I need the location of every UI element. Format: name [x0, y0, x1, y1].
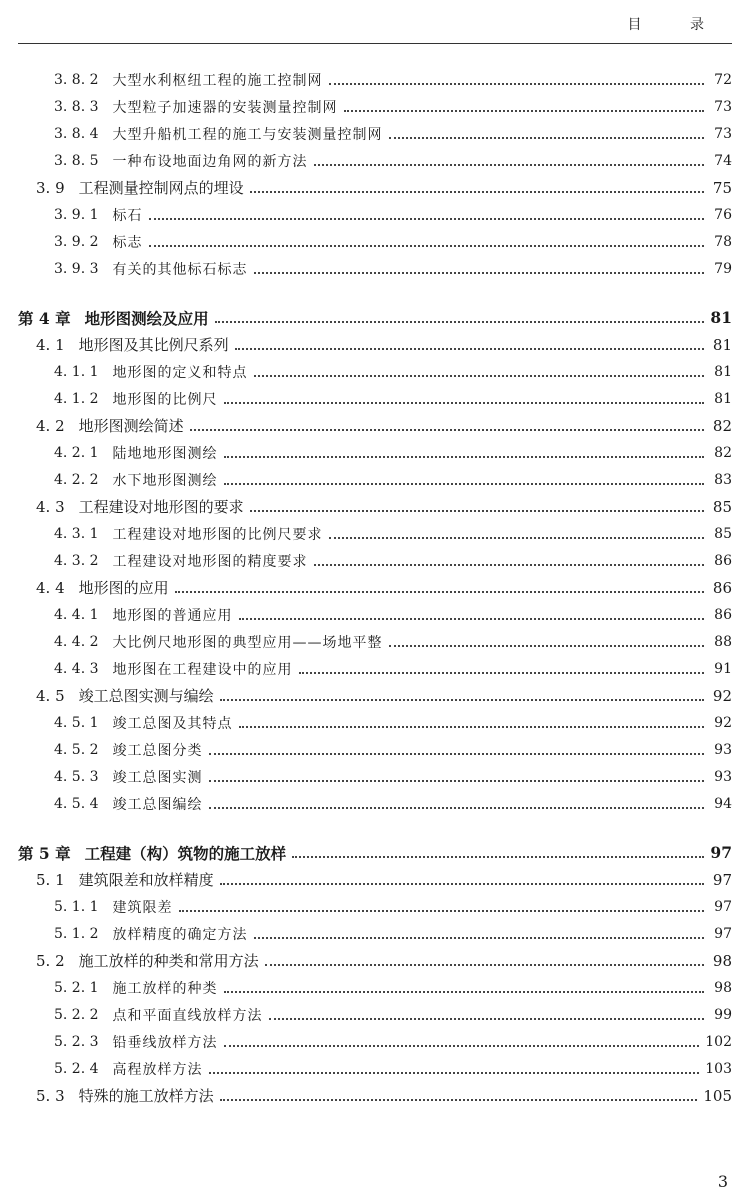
toc-subsection-entry[interactable]: [0, 655, 732, 682]
toc-entry-title: 竣工总图实测与编绘: [78, 687, 214, 705]
dot-leader: [190, 429, 704, 431]
dot-leader: [220, 1099, 698, 1101]
toc-subsection-entry[interactable]: [0, 466, 732, 493]
toc-entry-page: 98: [712, 951, 732, 970]
toc-subsection-entry[interactable]: [0, 439, 732, 466]
toc-entry-title: 建筑限差: [112, 899, 173, 916]
toc-entry-title: 施工放样的种类和常用方法: [78, 952, 259, 970]
toc-entry-title: 高程放样方法: [112, 1061, 203, 1078]
toc-entry-number: 第 5 章: [18, 843, 71, 863]
toc-entry-page: 86: [714, 606, 732, 623]
toc-entry-number: 3. 8. 5: [54, 152, 99, 169]
dot-leader: [179, 910, 704, 912]
toc-entry-title: 工程建（构）筑物的施工放样: [84, 843, 287, 863]
toc-subsection-entry[interactable]: [0, 628, 732, 655]
toc-section-entry[interactable]: [0, 493, 732, 520]
toc-entry-number: 4. 1. 1: [54, 363, 99, 380]
toc-entry-number: 3. 9. 2: [54, 233, 99, 250]
toc-entry-title: 特殊的施工放样方法: [78, 1087, 214, 1105]
toc-entry-page: 82: [714, 444, 732, 461]
toc-entry-title: 放样精度的确定方法: [112, 926, 248, 943]
toc-subsection-entry[interactable]: [0, 385, 732, 412]
toc-entry-number: 4. 4. 3: [54, 660, 99, 677]
toc-section-entry[interactable]: [0, 331, 732, 358]
toc-entry-number: 3. 8. 3: [54, 98, 99, 115]
dot-leader: [149, 218, 704, 220]
toc-entry-number: 4. 4: [36, 578, 65, 597]
toc-subsection-entry[interactable]: [0, 201, 732, 228]
toc-entry-number: 3. 8. 2: [54, 71, 99, 88]
dot-leader: [224, 402, 704, 404]
toc-entry-page: 86: [714, 552, 732, 569]
toc-entry-title: 标石: [112, 207, 143, 224]
toc-entry-page: 83: [714, 471, 732, 488]
toc-entry-title: 工程建设对地形图的要求: [78, 498, 244, 516]
toc-entry-page: 105: [703, 1086, 732, 1105]
toc-entry-number: 4. 2: [36, 416, 65, 435]
toc-entry-page: 99: [714, 1006, 732, 1023]
toc-entry-number: 5. 2. 1: [54, 979, 99, 996]
toc-entry-number: 3. 9: [36, 178, 65, 197]
toc-entry-page: 78: [714, 233, 732, 250]
toc-entry-page: 73: [714, 98, 732, 115]
dot-leader: [314, 564, 704, 566]
toc-entry-title: 一种布设地面边角网的新方法: [112, 153, 308, 170]
table-of-contents: [0, 66, 750, 1109]
toc-subsection-entry[interactable]: [0, 920, 732, 947]
toc-entry-number: 4. 5. 2: [54, 741, 99, 758]
toc-entry-number: 4. 1: [36, 335, 65, 354]
toc-entry-number: 3. 9. 3: [54, 260, 99, 277]
toc-entry-number: 5. 2. 4: [54, 1060, 99, 1077]
dot-leader: [215, 321, 704, 323]
dot-leader: [224, 483, 704, 485]
toc-entry-title: 施工放样的种类: [112, 980, 218, 997]
toc-entry-page: 86: [712, 578, 732, 597]
toc-entry-title: 地形图测绘简述: [78, 417, 184, 435]
toc-entry-number: 3. 9. 1: [54, 206, 99, 223]
chapter-gap: [0, 282, 750, 304]
toc-subsection-entry[interactable]: [0, 93, 732, 120]
toc-entry-title: 竣工总图及其特点: [112, 715, 233, 732]
toc-entry-page: 94: [714, 795, 732, 812]
dot-leader: [314, 164, 704, 166]
toc-entry-number: 4. 1. 2: [54, 390, 99, 407]
toc-entry-title: 点和平面直线放样方法: [112, 1007, 263, 1024]
toc-entry-page: 74: [714, 152, 732, 169]
toc-subsection-entry[interactable]: [0, 255, 732, 282]
dot-leader: [265, 964, 704, 966]
toc-subsection-entry[interactable]: [0, 763, 732, 790]
toc-entry-page: 92: [714, 714, 732, 731]
toc-entry-page: 75: [712, 178, 732, 197]
toc-section-entry[interactable]: [0, 174, 732, 201]
dot-leader: [209, 807, 704, 809]
toc-entry-title: 大型粒子加速器的安装测量控制网: [112, 99, 338, 116]
toc-entry-number: 5. 1. 1: [54, 898, 99, 915]
toc-entry-page: 103: [705, 1060, 732, 1077]
toc-entry-title: 竣工总图实测: [112, 769, 203, 786]
dot-leader: [224, 991, 704, 993]
dot-leader: [254, 937, 704, 939]
toc-subsection-entry[interactable]: [0, 547, 732, 574]
toc-entry-page: 91: [714, 660, 732, 677]
toc-entry-page: 81: [714, 390, 732, 407]
toc-section-entry[interactable]: [0, 1082, 732, 1109]
dot-leader: [344, 110, 704, 112]
toc-subsection-entry[interactable]: [0, 147, 732, 174]
toc-entry-title: 竣工总图编绘: [112, 796, 203, 813]
toc-section-entry[interactable]: [0, 412, 732, 439]
toc-entry-title: 铅垂线放样方法: [112, 1034, 218, 1051]
toc-entry-number: 4. 4. 1: [54, 606, 99, 623]
toc-entry-title: 地形图在工程建设中的应用: [112, 661, 293, 678]
toc-subsection-entry[interactable]: [0, 228, 732, 255]
toc-entry-title: 标志: [112, 234, 143, 251]
toc-section-entry[interactable]: [0, 574, 732, 601]
toc-entry-title: 大型水利枢纽工程的施工控制网: [112, 72, 323, 89]
toc-entry-number: 4. 3. 1: [54, 525, 99, 542]
toc-entry-page: 82: [712, 416, 732, 435]
dot-leader: [250, 191, 704, 193]
header-divider: [18, 43, 732, 44]
toc-subsection-entry[interactable]: [0, 520, 732, 547]
toc-entry-number: 4. 5. 4: [54, 795, 99, 812]
toc-entry-page: 97: [712, 870, 732, 889]
toc-entry-page: 88: [714, 633, 732, 650]
toc-entry-title: 建筑限差和放样精度: [78, 871, 214, 889]
toc-entry-title: 水下地形图测绘: [112, 472, 218, 489]
toc-entry-page: 97: [714, 925, 732, 942]
toc-entry-page: 76: [714, 206, 732, 223]
toc-entry-number: 5. 2. 2: [54, 1006, 99, 1023]
dot-leader: [389, 645, 704, 647]
toc-chapter-entry[interactable]: [0, 304, 732, 331]
toc-subsection-entry[interactable]: [0, 1028, 732, 1055]
toc-entry-page: 93: [714, 741, 732, 758]
dot-leader: [329, 83, 704, 85]
toc-entry-number: 4. 2. 2: [54, 471, 99, 488]
toc-entry-title: 大型升船机工程的施工与安装测量控制网: [112, 126, 383, 143]
dot-leader: [239, 726, 704, 728]
toc-entry-number: 5. 2. 3: [54, 1033, 99, 1050]
toc-entry-page: 93: [714, 768, 732, 785]
toc-section-entry[interactable]: [0, 866, 732, 893]
toc-entry-page: 81: [712, 335, 732, 354]
toc-entry-number: 4. 4. 2: [54, 633, 99, 650]
dot-leader: [209, 753, 704, 755]
toc-entry-title: 有关的其他标石标志: [112, 261, 248, 278]
toc-entry-number: 4. 3: [36, 497, 65, 516]
toc-entry-page: 85: [714, 525, 732, 542]
toc-subsection-entry[interactable]: [0, 358, 732, 385]
toc-entry-number: 4. 3. 2: [54, 552, 99, 569]
dot-leader: [269, 1018, 704, 1020]
toc-entry-page: 79: [714, 260, 732, 277]
toc-section-entry[interactable]: [0, 947, 732, 974]
dot-leader: [224, 1045, 700, 1047]
chapter-gap: [0, 817, 750, 839]
toc-entry-page: 81: [710, 308, 732, 327]
dot-leader: [299, 672, 704, 674]
toc-subsection-entry[interactable]: [0, 1001, 732, 1028]
toc-entry-title: 地形图的定义和特点: [112, 364, 248, 381]
toc-entry-number: 5. 1: [36, 870, 65, 889]
toc-entry-number: 4. 5: [36, 686, 65, 705]
toc-entry-page: 81: [714, 363, 732, 380]
toc-subsection-entry[interactable]: [0, 709, 732, 736]
toc-entry-number: 4. 5. 1: [54, 714, 99, 731]
toc-entry-page: 73: [714, 125, 732, 142]
toc-entry-title: 地形图测绘及应用: [84, 308, 209, 328]
dot-leader: [235, 348, 704, 350]
dot-leader: [175, 591, 704, 593]
dot-leader: [209, 1072, 700, 1074]
toc-entry-title: 大比例尺地形图的典型应用——场地平整: [112, 634, 383, 651]
toc-entry-title: 陆地地形图测绘: [112, 445, 218, 462]
toc-entry-title: 工程测量控制网点的埋设: [78, 179, 244, 197]
dot-leader: [254, 375, 704, 377]
toc-entry-title: 地形图的普通应用: [112, 607, 233, 624]
toc-entry-page: 85: [712, 497, 732, 516]
toc-entry-number: 3. 8. 4: [54, 125, 99, 142]
dot-leader: [149, 245, 704, 247]
toc-entry-title: 地形图的比例尺: [112, 391, 218, 408]
toc-entry-page: 102: [705, 1033, 732, 1050]
toc-entry-title: 地形图的应用: [78, 579, 169, 597]
toc-entry-page: 92: [712, 686, 732, 705]
dot-leader: [224, 456, 704, 458]
toc-subsection-entry[interactable]: [0, 120, 732, 147]
toc-entry-page: 97: [714, 898, 732, 915]
toc-subsection-entry[interactable]: [0, 736, 732, 763]
toc-entry-number: 4. 2. 1: [54, 444, 99, 461]
dot-leader: [250, 510, 704, 512]
page-number: 3: [717, 1172, 728, 1191]
toc-entry-number: 第 4 章: [18, 308, 71, 328]
dot-leader: [389, 137, 704, 139]
toc-entry-title: 工程建设对地形图的精度要求: [112, 553, 308, 570]
toc-subsection-entry[interactable]: [0, 893, 732, 920]
dot-leader: [254, 272, 704, 274]
toc-chapter-entry[interactable]: [0, 839, 732, 866]
toc-entry-title: 地形图及其比例尺系列: [78, 336, 229, 354]
toc-entry-title: 工程建设对地形图的比例尺要求: [112, 526, 323, 543]
dot-leader: [292, 856, 704, 858]
toc-entry-number: 5. 2: [36, 951, 65, 970]
toc-subsection-entry[interactable]: [0, 790, 732, 817]
toc-subsection-entry[interactable]: [0, 974, 732, 1001]
toc-entry-number: 5. 1. 2: [54, 925, 99, 942]
toc-subsection-entry[interactable]: [0, 1055, 732, 1082]
dot-leader: [329, 537, 704, 539]
dot-leader: [220, 699, 704, 701]
toc-section-entry[interactable]: [0, 682, 732, 709]
dot-leader: [209, 780, 704, 782]
running-header: 目 录: [627, 17, 726, 33]
toc-entry-number: 4. 5. 3: [54, 768, 99, 785]
toc-subsection-entry[interactable]: [0, 66, 732, 93]
toc-entry-number: 5. 3: [36, 1086, 65, 1105]
dot-leader: [239, 618, 704, 620]
toc-entry-title: 竣工总图分类: [112, 742, 203, 759]
toc-entry-page: 72: [714, 71, 732, 88]
toc-entry-page: 97: [710, 843, 732, 862]
toc-entry-page: 98: [714, 979, 732, 996]
toc-subsection-entry[interactable]: [0, 601, 732, 628]
dot-leader: [220, 883, 704, 885]
